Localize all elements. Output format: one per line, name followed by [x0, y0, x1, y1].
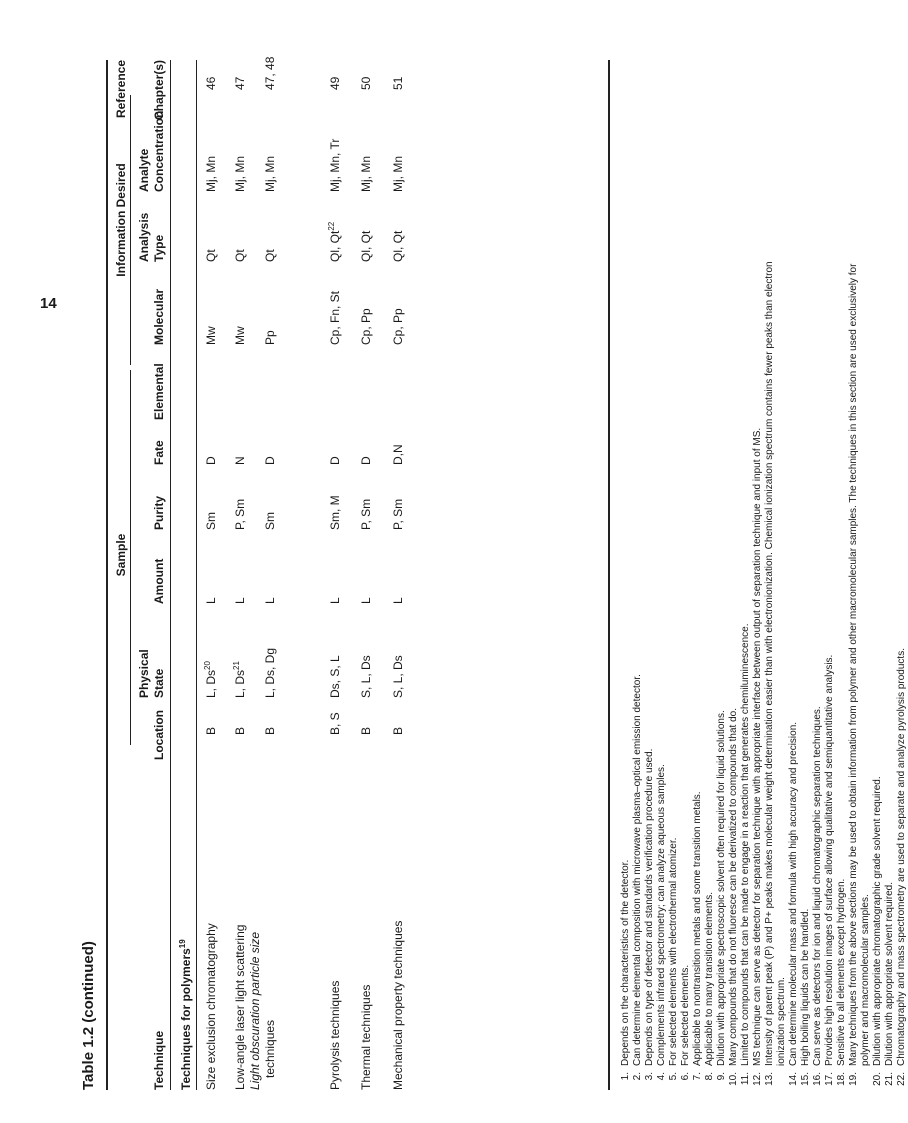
- table-title: Table 1.2 (continued): [80, 941, 97, 1090]
- footnote-number: 2.: [632, 1072, 643, 1081]
- row-purity: Sm: [263, 512, 277, 530]
- footnote-text: Can determine elemental composition with microwave plasma–optical emission detector.: [632, 674, 643, 1066]
- row-ref: 50: [359, 76, 373, 90]
- footnote-text: Complements infrared spectrometry; can analyze aqueous samples.: [656, 764, 667, 1066]
- row-state: L, Ds$^{21}$: [232, 661, 247, 698]
- footnote-number: 5.: [668, 1072, 679, 1081]
- row-loc: B: [263, 726, 277, 735]
- row-type-footnote: 22: [327, 221, 336, 231]
- header-concentration: Concentration: [152, 110, 166, 192]
- footnote-number: 12.: [752, 1072, 763, 1086]
- footnote-text: Many techniques from the above sections may be used to obtain information from polymer and other macromolecular samples. The techniques in this section are used exclusively for: [848, 263, 859, 1066]
- row-purity: P, Sm: [391, 498, 405, 530]
- row-type: Ql, Qt: [359, 230, 373, 262]
- row-ref: 46: [204, 76, 218, 90]
- footnote-text: Many compounds that do not fluoresce can be derivatized to compounds that do.: [728, 708, 739, 1066]
- row-ref: 47, 48: [263, 56, 277, 90]
- row-conc: Mj, Mn: [204, 156, 218, 192]
- row-amount: L: [359, 597, 373, 604]
- row-state: S, L, Ds: [391, 655, 405, 698]
- header-sample: Sample: [114, 533, 128, 577]
- row-loc: B, S: [328, 712, 342, 735]
- footnote-text: Applicable to many transition elements.: [704, 892, 715, 1066]
- row-state-footnote: 20: [203, 661, 212, 670]
- row-state: L, Ds, Dg: [263, 647, 277, 698]
- footnote-number: 15.: [800, 1072, 811, 1086]
- footnote-text: Can determine molecular mass and formula with high accuracy and precision.: [788, 721, 799, 1066]
- header-analysis: Analysis: [137, 212, 151, 262]
- header-molecular: Molecular: [152, 288, 166, 345]
- row-state: S, L, Ds: [359, 655, 373, 698]
- row-type: Ql, Qt$^{22}$: [327, 221, 342, 262]
- header-amount: Amount: [152, 558, 166, 604]
- footnote-number: 18.: [836, 1072, 847, 1086]
- header-chapters: Chapter(s): [152, 60, 166, 121]
- row-conc: Mj, Mn: [359, 156, 373, 192]
- sample-underline: [130, 370, 131, 745]
- footnote-text: High boiling liquids can be handled.: [800, 908, 811, 1066]
- header-purity: Purity: [152, 495, 166, 530]
- row-loc: B: [359, 726, 373, 735]
- footnote-text: MS technique can serve as detector for separation technique with appropriate interface between output of separation technique and input of MS.: [752, 427, 763, 1066]
- footnote-number: 11.: [740, 1072, 751, 1086]
- row-technique: Thermal techniques: [359, 984, 373, 1090]
- row-technique: Pyrolysis techniques: [328, 980, 342, 1090]
- section-rule: [196, 60, 197, 1090]
- row-molecular: Mw: [204, 326, 218, 345]
- row-purity: P, Sm: [233, 498, 247, 530]
- row-conc: Mj, Mn, Tr: [328, 138, 342, 192]
- header-info: Information Desired: [114, 163, 128, 277]
- footnote-text: Dilution with appropriate solvent required.: [884, 882, 895, 1066]
- row-amount: L: [263, 597, 277, 604]
- footnote-number: 20.: [872, 1072, 883, 1086]
- row-fate: N: [233, 456, 247, 465]
- row-state-footnote: 21: [232, 661, 241, 670]
- row-technique: Size exclusion chromatography: [204, 923, 218, 1090]
- footnote-text-cont: ionization spectrum.: [776, 977, 787, 1066]
- row-purity: Sm, M: [328, 495, 342, 530]
- header-physical: Physical: [137, 649, 151, 698]
- header-type: Type: [152, 234, 166, 262]
- footnote-number: 19.: [848, 1072, 859, 1086]
- row-ref: 51: [391, 76, 405, 90]
- row-type: Ql, Qt: [391, 230, 405, 262]
- footnote-number: 13.: [764, 1072, 775, 1086]
- footnote-number: 16.: [812, 1072, 823, 1086]
- row-fate: D: [204, 456, 218, 465]
- row-ref: 47: [233, 76, 247, 90]
- row-molecular: Cp, Pp: [359, 308, 373, 345]
- row-purity: P, Sm: [359, 498, 373, 530]
- row-type: Qt: [233, 249, 247, 262]
- footnote-text-cont: polymer and macromolecular samples.: [860, 894, 871, 1066]
- footnote-number: 7.: [692, 1072, 703, 1081]
- header-state: State: [152, 668, 166, 698]
- row-amount: L: [328, 597, 342, 604]
- row-conc: Mj, Mn: [391, 156, 405, 192]
- row-fate: D: [263, 456, 277, 465]
- row-loc: B: [233, 726, 247, 735]
- footnote-number: 3.: [644, 1072, 655, 1081]
- row-purity: Sm: [204, 512, 218, 530]
- row-loc: B: [204, 726, 218, 735]
- header-fate: Fate: [152, 440, 166, 465]
- footnote-number: 14.: [788, 1072, 799, 1086]
- row-fate: D: [328, 456, 342, 465]
- header-elemental: Elemental: [152, 363, 166, 420]
- header-rule: [170, 60, 171, 1090]
- info-underline: [130, 95, 131, 365]
- row-molecular: Cp, Pp: [391, 308, 405, 345]
- header-location: Location: [152, 710, 166, 760]
- footnote-number: 4.: [656, 1072, 667, 1081]
- row-loc: B: [391, 726, 405, 735]
- row-molecular: Pp: [263, 330, 277, 345]
- footnote-number: 6.: [680, 1072, 691, 1081]
- footnote-text: Limited to compounds that can be made to engage in a reaction that generates chemiluminescence.: [740, 623, 751, 1066]
- row-technique: Mechanical property techniques: [391, 920, 405, 1090]
- footnote-text: Provides high resolution images of surface allowing qualitative and semiquantitative analysis.: [824, 654, 835, 1066]
- row-technique: Low-angle laser light scattering: [233, 924, 247, 1090]
- header-reference: Reference: [114, 60, 128, 119]
- row-ref: 49: [328, 76, 342, 90]
- footnote-number: 17.: [824, 1072, 835, 1086]
- bottom-rule: [608, 60, 610, 1090]
- footnote-text: For selected elements with electrothermal atomizer.: [668, 837, 679, 1066]
- footnote-text: Can serve as detectors for ion and liquid chromatographic separation techniques.: [812, 706, 823, 1066]
- row-molecular: Cp, Fn, St: [328, 290, 342, 345]
- header-analyte: Analyte: [137, 148, 151, 192]
- row-amount: L: [233, 597, 247, 604]
- row-technique: Light obscuration particle size: [248, 931, 262, 1090]
- section-title: Techniques for polymers$^{19}$: [178, 939, 193, 1090]
- row-type: Qt: [204, 249, 218, 262]
- row-conc: Mj, Mn: [233, 156, 247, 192]
- row-technique-cont: techniques: [263, 1019, 277, 1078]
- footnote-number: 10.: [728, 1072, 739, 1086]
- footnote-text: Applicable to nontransition metals and some transition metals.: [692, 791, 703, 1066]
- footnote-text: Sensitive to all elements except hydrogen.: [836, 878, 847, 1066]
- footnote-text: For selected elements.: [680, 964, 691, 1066]
- row-state: L, Ds$^{20}$: [203, 661, 218, 698]
- row-fate: D: [359, 456, 373, 465]
- row-fate: D,N: [391, 444, 405, 465]
- rotated-table-page: [80, 56, 907, 1090]
- footnote-text: Intensity of parent peak (P) and P+ peaks makes molecular weight determination easier than with electronionization. Chemical ionization spectrum contains fewer peaks than electron: [764, 261, 775, 1066]
- row-amount: L: [391, 597, 405, 604]
- footnote-text: Dilution with appropriate chromatographic grade solvent required.: [872, 776, 883, 1066]
- row-type: Qt: [263, 249, 277, 262]
- footnote-text: Depends on type of detector and standards verification procedure used.: [644, 748, 655, 1066]
- header-technique: Technique: [152, 1030, 166, 1090]
- row-molecular: Mw: [233, 326, 247, 345]
- footnote-number: 22.: [896, 1072, 907, 1086]
- footnote-number: 8.: [704, 1072, 715, 1081]
- row-amount: L: [204, 597, 218, 604]
- row-conc: Mj, Mn: [263, 156, 277, 192]
- footnote-text: Dilution with appropriate spectroscopic solvent often required for liquid solutions.: [716, 710, 727, 1066]
- footnote-number: 9.: [716, 1072, 727, 1081]
- footnote-text: Chromatography and mass spectrometry are used to separate and analyze pyrolysis products.: [896, 648, 907, 1066]
- footnote-number: 21.: [884, 1072, 895, 1086]
- footnote-number: 1.: [620, 1072, 631, 1081]
- footnote-text: Depends on the characteristics of the detector.: [620, 859, 631, 1066]
- row-state: Ds, S, L: [328, 655, 342, 698]
- page-number: 14: [40, 295, 57, 312]
- top-rule: [106, 60, 108, 1090]
